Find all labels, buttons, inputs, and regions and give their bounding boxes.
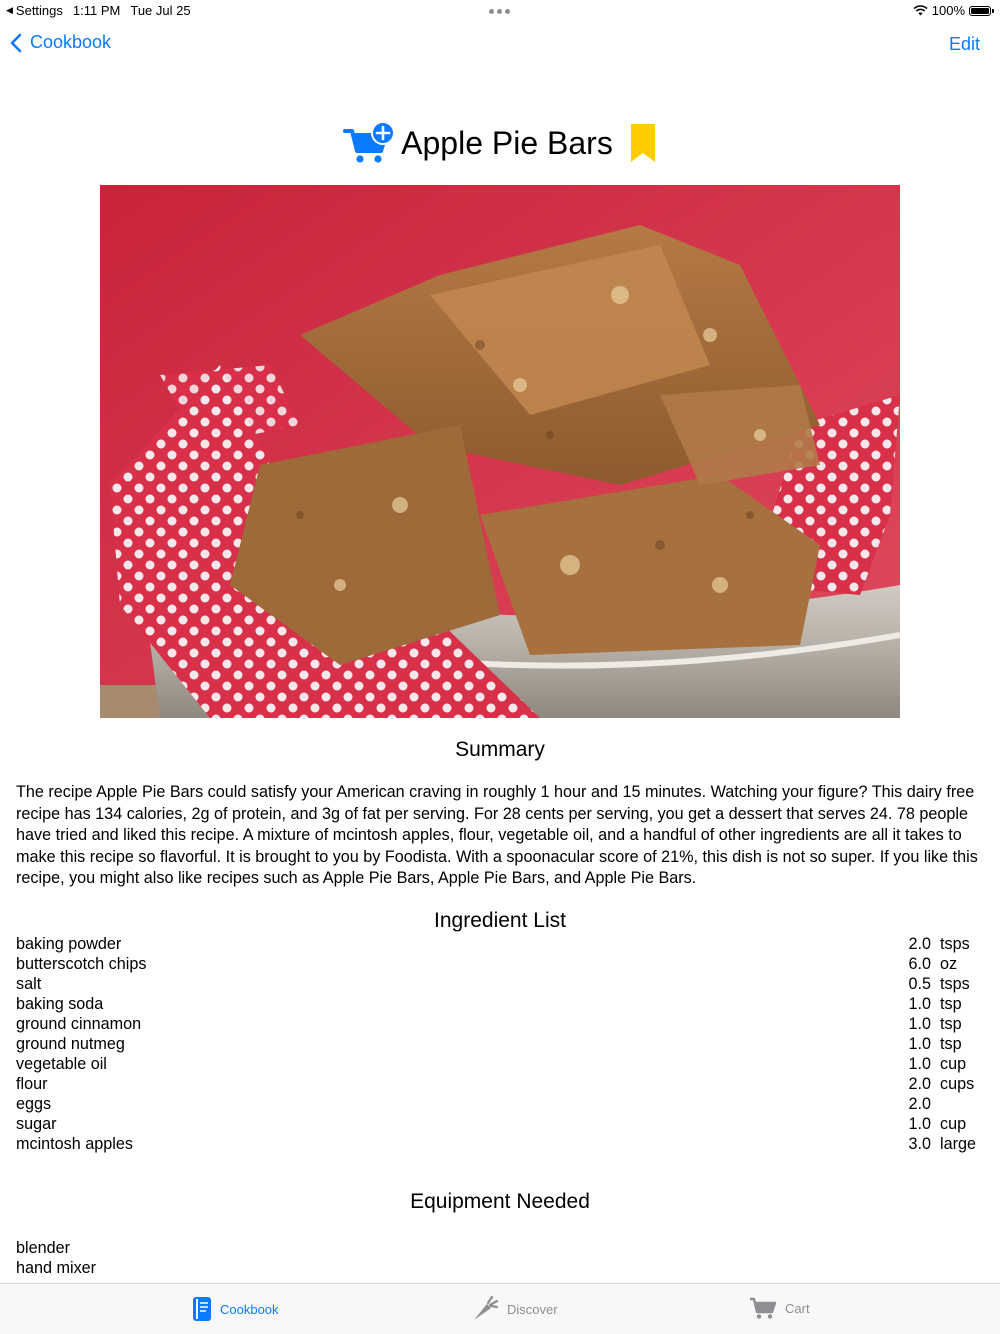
summary-heading: Summary	[455, 738, 545, 761]
book-icon	[192, 1296, 212, 1322]
ingredient-amount: 2.0	[908, 1095, 931, 1113]
ingredient-amount: 1.0	[908, 1055, 931, 1073]
ingredient-unit: tsp	[940, 1015, 962, 1033]
tab-cart-label[interactable]: Cart	[785, 1300, 810, 1316]
ingredient-name: sugar	[16, 1115, 57, 1133]
ingredient-unit: tsp	[940, 1035, 962, 1053]
ingredient-quantity	[908, 1074, 984, 1094]
status-date: Tue Jul 25	[130, 3, 191, 18]
ingredient-amount: 3.0	[908, 1135, 931, 1153]
ingredient-list	[16, 934, 984, 1154]
back-button-label[interactable]: Cookbook	[30, 32, 112, 52]
tab-discover[interactable]	[471, 1296, 558, 1322]
ingredient-quantity	[908, 1134, 984, 1154]
ingredient-row	[16, 1034, 984, 1054]
bookmark-icon[interactable]	[629, 122, 657, 164]
tab-cookbook[interactable]	[192, 1296, 279, 1322]
ingredient-quantity	[908, 994, 984, 1014]
recipe-title-row	[0, 118, 1000, 168]
ingredient-name: ground cinnamon	[16, 1015, 142, 1033]
equipment-item: hand mixer	[16, 1259, 97, 1277]
ingredient-name: flour	[16, 1075, 48, 1093]
back-to-app-label[interactable]: Settings	[15, 3, 63, 18]
ingredient-name: mcintosh apples	[16, 1135, 133, 1153]
ingredient-row	[16, 1074, 984, 1094]
tab-cookbook-label[interactable]: Cookbook	[220, 1301, 279, 1317]
recipe-photo	[100, 185, 900, 718]
tab-bar	[0, 1283, 1000, 1334]
ingredient-name: baking powder	[16, 935, 122, 953]
carrot-icon	[471, 1296, 499, 1322]
navigation-bar	[0, 26, 1000, 66]
ingredient-quantity	[908, 954, 984, 974]
multitasking-dots-icon[interactable]	[489, 9, 510, 14]
cart-icon	[749, 1296, 777, 1320]
ingredient-unit: tsp	[940, 995, 962, 1013]
ingredient-row	[16, 1114, 984, 1134]
ingredient-unit: tsps	[940, 935, 970, 953]
edit-button[interactable]: Edit	[948, 34, 980, 54]
ingredient-row	[16, 974, 984, 994]
chevron-left-icon	[10, 33, 22, 53]
ingredient-unit: cup	[940, 1115, 967, 1133]
ingredient-unit: large	[940, 1135, 976, 1153]
recipe-title: Apple Pie Bars	[401, 124, 613, 161]
ingredient-name: vegetable oil	[16, 1055, 107, 1073]
ingredient-amount: 1.0	[908, 995, 931, 1013]
ingredient-amount: 6.0	[908, 955, 931, 973]
ingredient-quantity	[908, 974, 984, 994]
back-button[interactable]	[10, 32, 111, 53]
add-to-cart-icon[interactable]	[343, 121, 395, 165]
ingredient-unit: cup	[940, 1055, 967, 1073]
ingredient-quantity	[908, 1114, 984, 1134]
ingredient-quantity	[908, 934, 984, 954]
ingredient-unit: tsps	[940, 975, 970, 993]
ingredient-row	[16, 1014, 984, 1034]
equipment-list	[16, 1238, 96, 1278]
status-right	[913, 3, 994, 18]
ingredient-amount: 1.0	[908, 1115, 931, 1133]
ingredient-quantity	[908, 1094, 984, 1114]
apple-pie-bars-photo	[100, 185, 900, 718]
ingredient-row	[16, 954, 984, 974]
ingredient-amount: 0.5	[908, 975, 931, 993]
ingredient-unit: oz	[940, 955, 958, 973]
wifi-icon	[913, 5, 928, 16]
status-bar	[0, 0, 1000, 22]
tab-cart[interactable]	[749, 1296, 810, 1320]
ingredient-amount: 1.0	[908, 1035, 931, 1053]
ingredients-heading: Ingredient List	[434, 909, 566, 932]
equipment-heading: Equipment Needed	[410, 1190, 590, 1213]
ingredient-row	[16, 994, 984, 1014]
ingredient-amount: 1.0	[908, 1015, 931, 1033]
ingredient-amount: 2.0	[908, 935, 931, 953]
ingredient-name: eggs	[16, 1095, 52, 1113]
ingredient-row	[16, 934, 984, 954]
battery-icon	[969, 6, 991, 16]
ingredient-quantity	[908, 1034, 984, 1054]
status-time: 1:11 PM	[72, 3, 121, 18]
ingredient-row	[16, 1134, 984, 1154]
back-to-app-icon[interactable]: ◀	[6, 5, 13, 15]
equipment-item: blender	[16, 1239, 71, 1257]
ingredient-row	[16, 1094, 984, 1114]
ingredient-row	[16, 1054, 984, 1074]
ingredient-unit	[940, 1094, 984, 1114]
ingredient-quantity	[908, 1054, 984, 1074]
ingredient-name: ground nutmeg	[16, 1035, 125, 1053]
ingredient-name: salt	[16, 975, 42, 993]
ingredient-quantity	[908, 1014, 984, 1034]
tab-discover-label[interactable]: Discover	[507, 1301, 558, 1317]
ingredient-name: baking soda	[16, 995, 104, 1013]
ingredient-amount: 2.0	[908, 1075, 931, 1093]
battery-percent: 100%	[931, 3, 965, 18]
summary-text: The recipe Apple Pie Bars could satisfy your American craving in roughly 1 hour and 15 minutes. Watching your figure? This dairy free recipe has 134 calories, 2g of protein, and 3g of fat per serving. For 28 cents per serving, you get a dessert that serves 24. 78 people have tried and liked this recipe. A mixture of mcintosh apples, flour, vegetable oil, and a handful of other ingredients are all it takes to make this recipe so flavorful. It is brought to you by Foodista. With a spoonacular score of 21%, this dish is not so super. If you like this recipe, you might also like recipes such as Apple Pie Bars, Apple Pie Bars, and Apple Pie Bars.	[16, 783, 978, 888]
ingredient-unit: cups	[940, 1075, 975, 1093]
status-left	[6, 3, 191, 18]
ingredient-name: butterscotch chips	[16, 955, 147, 973]
